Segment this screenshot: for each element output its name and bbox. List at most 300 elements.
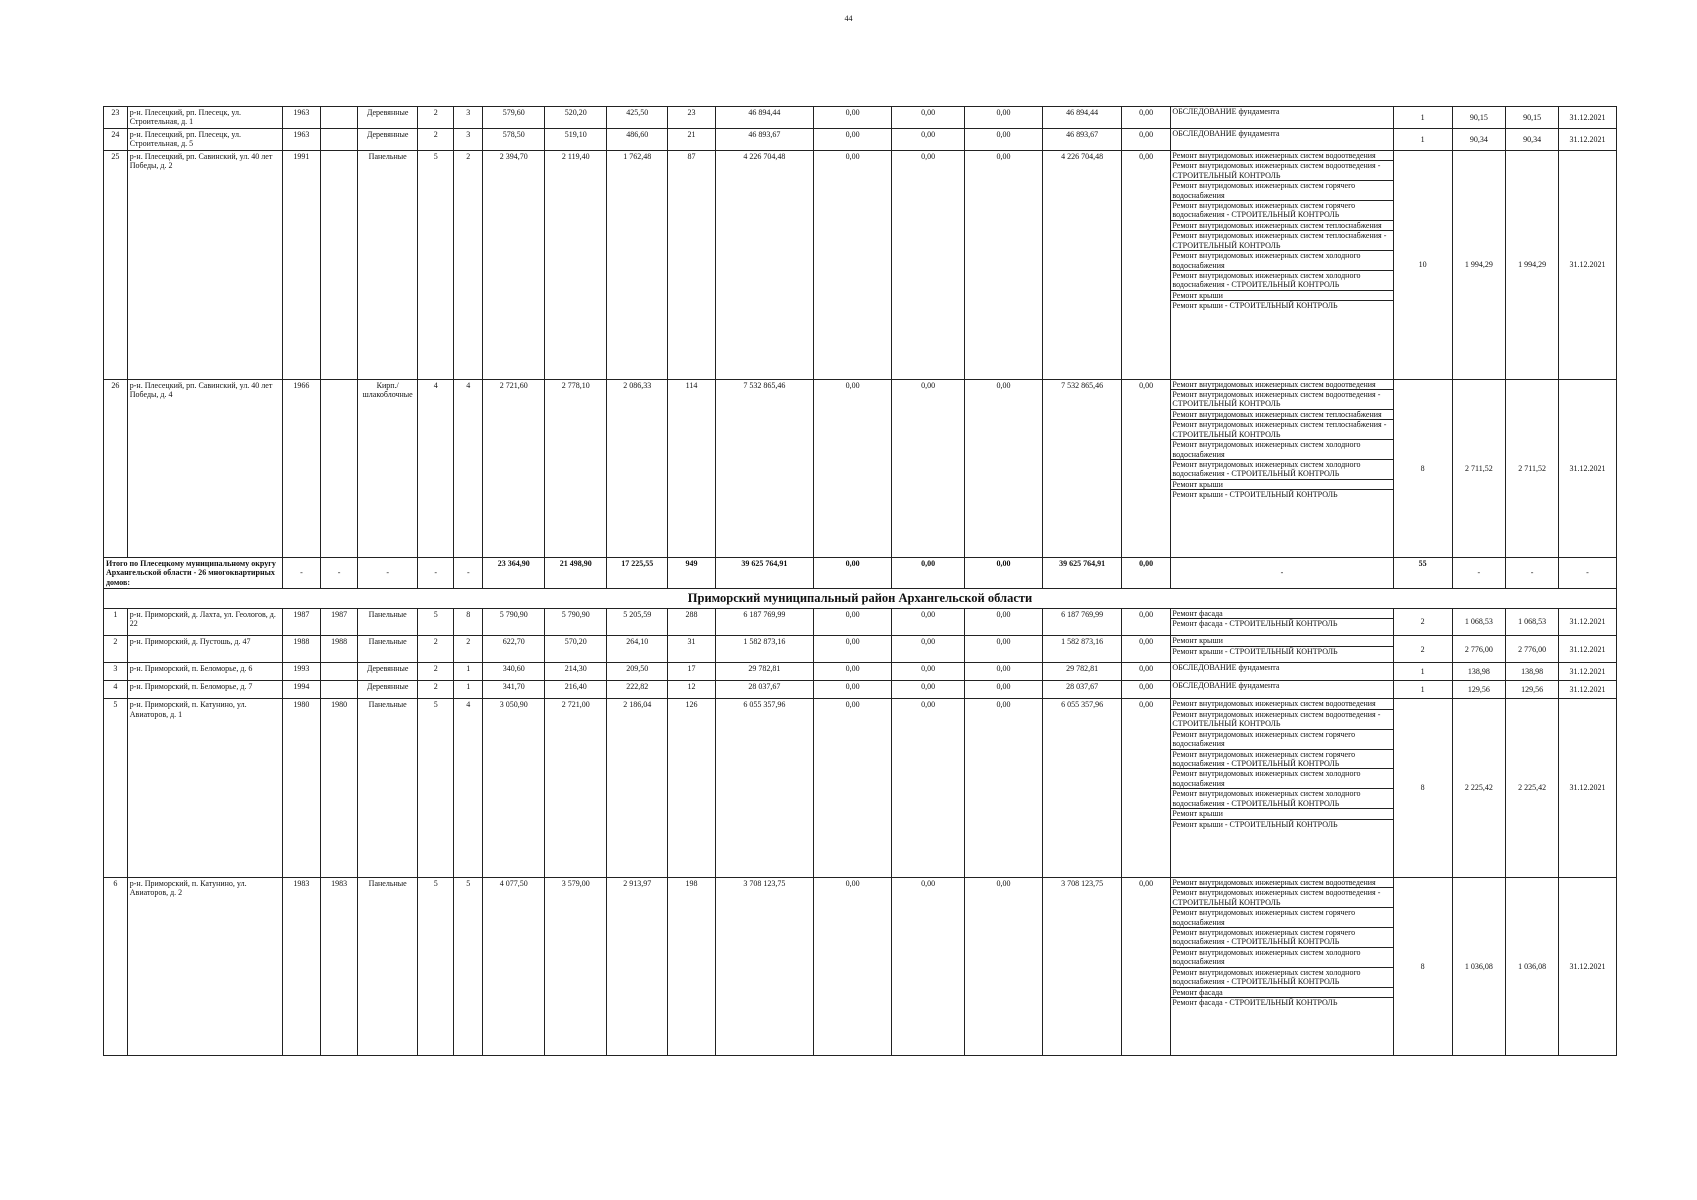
- cell-fund-4: 4 226 704,48: [1043, 150, 1122, 379]
- cell-entrances: 3: [454, 128, 483, 150]
- cell-fund-2: 0,00: [892, 107, 964, 129]
- work-item: Ремонт внутридомовых инженерных систем холодного водоснабжения - СТРОИТЕЛЬНЫЙ КОНТРОЛЬ: [1171, 460, 1392, 480]
- cell-fund-4: 6 055 357,96: [1043, 699, 1122, 877]
- total-label: Итого по Плесецкому муниципальному округу Архангельской области - 26 многоквартирных домов:: [104, 557, 283, 588]
- cell-fund-3: 0,00: [964, 107, 1043, 129]
- cell-works-count: 1: [1393, 128, 1452, 150]
- total-deadline: -: [1558, 557, 1616, 588]
- total-wall-material: -: [358, 557, 418, 588]
- work-item: Ремонт внутридомовых инженерных систем холодного водоснабжения - СТРОИТЕЛЬНЫЙ КОНТРОЛЬ: [1171, 271, 1392, 291]
- work-item: ОБСЛЕДОВАНИЕ фундамента: [1172, 128, 1280, 138]
- cell-works-count: 2: [1393, 636, 1452, 663]
- cell-fund-1: 0,00: [813, 609, 892, 636]
- cell-area-3: 2 913,97: [607, 877, 668, 1055]
- cell-unit-cost-1: 129,56: [1452, 681, 1506, 699]
- cell-floors: 2: [418, 107, 454, 129]
- cell-fund-5: 0,00: [1121, 609, 1171, 636]
- cell-deadline: 31.12.2021: [1558, 379, 1616, 557]
- cell-deadline: 31.12.2021: [1558, 609, 1616, 636]
- cell-address: р-н. Приморский, п. Катунино, ул. Авиаторов, д. 1: [127, 699, 282, 877]
- cell-fund-5: 0,00: [1121, 636, 1171, 663]
- cell-unit-cost-2: 2 225,42: [1506, 699, 1559, 877]
- cell-fund-1: 0,00: [813, 663, 892, 681]
- cell-wall-material: Деревянные: [358, 128, 418, 150]
- cell-wall-material: Панельные: [358, 699, 418, 877]
- work-item: Ремонт внутридомовых инженерных систем холодного водоснабжения: [1171, 769, 1392, 789]
- total-floors: -: [418, 557, 454, 588]
- cell-residents: 17: [668, 663, 716, 681]
- cell-fund-3: 0,00: [964, 609, 1043, 636]
- cell-area-3: 5 205,59: [607, 609, 668, 636]
- cell-unit-cost-1: 1 068,53: [1452, 609, 1506, 636]
- cell-area-3: 2 186,04: [607, 699, 668, 877]
- cell-year-built: 1994: [282, 681, 320, 699]
- total-fund-4: 39 625 764,91: [1043, 557, 1122, 588]
- cell-fund-4: 7 532 865,46: [1043, 379, 1122, 557]
- work-item: Ремонт внутридомовых инженерных систем теплоснабжения - СТРОИТЕЛЬНЫЙ КОНТРОЛЬ: [1171, 231, 1392, 251]
- cell-fund-1: 0,00: [813, 681, 892, 699]
- work-item: Ремонт крыши - СТРОИТЕЛЬНЫЙ КОНТРОЛЬ: [1172, 646, 1338, 656]
- cell-entrances: 4: [454, 699, 483, 877]
- cell-wall-material: Деревянные: [358, 663, 418, 681]
- cell-year-built: 1966: [282, 379, 320, 557]
- cell-area-1: 578,50: [483, 128, 545, 150]
- cell-fund-1: 0,00: [813, 699, 892, 877]
- cell-fund-1: 0,00: [813, 877, 892, 1055]
- cell-entrances: 1: [454, 663, 483, 681]
- cell-area-2: 2 778,10: [545, 379, 607, 557]
- cell-address: р-н. Плесецкий, рп. Савинский, ул. 40 лет Победы, д. 4: [127, 379, 282, 557]
- cell-entrances: 4: [454, 379, 483, 557]
- cell-deadline: 31.12.2021: [1558, 107, 1616, 129]
- cell-unit-cost-2: 138,98: [1506, 663, 1559, 681]
- cell-year-commissioned: [321, 681, 358, 699]
- cell-cost: 3 708 123,75: [715, 877, 813, 1055]
- cell-area-2: 2 721,00: [545, 699, 607, 877]
- cell-floors: 2: [418, 663, 454, 681]
- cell-works: [1171, 699, 1393, 877]
- cell-address: р-н. Приморский, п. Беломорье, д. 7: [127, 681, 282, 699]
- cell-deadline: 31.12.2021: [1558, 636, 1616, 663]
- cell-fund-2: 0,00: [892, 663, 964, 681]
- cell-entrances: 2: [454, 150, 483, 379]
- work-item: Ремонт внутридомовых инженерных систем водоотведения: [1171, 699, 1392, 709]
- cell-year-built: 1991: [282, 150, 320, 379]
- cell-fund-2: 0,00: [892, 609, 964, 636]
- cell-fund-5: 0,00: [1121, 150, 1171, 379]
- cell-row-number: 2: [104, 636, 128, 663]
- region-title: Приморский муниципальный район Архангельской области: [104, 589, 1617, 609]
- work-item: Ремонт фасада - СТРОИТЕЛЬНЫЙ КОНТРОЛЬ: [1172, 619, 1338, 629]
- work-item: Ремонт внутридомовых инженерных систем горячего водоснабжения - СТРОИТЕЛЬНЫЙ КОНТРОЛЬ: [1171, 750, 1392, 770]
- cell-floors: 5: [418, 609, 454, 636]
- cell-residents: 288: [668, 609, 716, 636]
- cell-floors: 2: [418, 128, 454, 150]
- cell-unit-cost-1: 2 225,42: [1452, 699, 1506, 877]
- cell-works-count: 1: [1393, 663, 1452, 681]
- work-item: Ремонт крыши - СТРОИТЕЛЬНЫЙ КОНТРОЛЬ: [1172, 301, 1338, 311]
- cell-fund-5: 0,00: [1121, 379, 1171, 557]
- cell-year-commissioned: [321, 150, 358, 379]
- work-item: Ремонт внутридомовых инженерных систем теплоснабжения: [1171, 410, 1392, 420]
- work-item: Ремонт внутридомовых инженерных систем водоотведения - СТРОИТЕЛЬНЫЙ КОНТРОЛЬ: [1171, 710, 1392, 730]
- cell-year-built: 1980: [282, 699, 320, 877]
- cell-fund-1: 0,00: [813, 379, 892, 557]
- cell-works: [1171, 663, 1393, 681]
- work-item: Ремонт крыши: [1171, 291, 1392, 301]
- cell-row-number: 26: [104, 379, 128, 557]
- cell-works-count: 2: [1393, 609, 1452, 636]
- cell-entrances: 5: [454, 877, 483, 1055]
- work-item: Ремонт внутридомовых инженерных систем горячего водоснабжения: [1171, 181, 1392, 201]
- cell-wall-material: Панельные: [358, 150, 418, 379]
- cell-fund-5: 0,00: [1121, 681, 1171, 699]
- cell-area-3: 209,50: [607, 663, 668, 681]
- cell-area-1: 2 721,60: [483, 379, 545, 557]
- cell-area-2: 570,20: [545, 636, 607, 663]
- cell-fund-1: 0,00: [813, 636, 892, 663]
- work-item: Ремонт внутридомовых инженерных систем водоотведения: [1171, 380, 1392, 390]
- cell-fund-2: 0,00: [892, 128, 964, 150]
- cell-fund-5: 0,00: [1121, 699, 1171, 877]
- cell-works-count: 1: [1393, 107, 1452, 129]
- cell-cost: 1 582 873,16: [715, 636, 813, 663]
- cell-area-1: 3 050,90: [483, 699, 545, 877]
- cell-year-commissioned: [321, 107, 358, 129]
- total-year-commissioned: -: [321, 557, 358, 588]
- work-item: Ремонт внутридомовых инженерных систем теплоснабжения: [1171, 221, 1392, 231]
- cell-address: р-н. Плесецкий, рп. Плесецк, ул. Строительная, д. 1: [127, 107, 282, 129]
- cell-year-commissioned: 1980: [321, 699, 358, 877]
- work-item: Ремонт внутридомовых инженерных систем холодного водоснабжения: [1171, 440, 1392, 460]
- cell-fund-5: 0,00: [1121, 877, 1171, 1055]
- cell-area-1: 2 394,70: [483, 150, 545, 379]
- cell-cost: 46 893,67: [715, 128, 813, 150]
- work-item: Ремонт внутридомовых инженерных систем холодного водоснабжения: [1171, 948, 1392, 968]
- table-row: [104, 877, 1617, 1055]
- cell-fund-3: 0,00: [964, 379, 1043, 557]
- cell-cost: 46 894,44: [715, 107, 813, 129]
- cell-wall-material: Кирп./шлакоблочные: [358, 379, 418, 557]
- table-row: [104, 379, 1617, 557]
- cell-row-number: 5: [104, 699, 128, 877]
- cell-area-1: 4 077,50: [483, 877, 545, 1055]
- cell-residents: 198: [668, 877, 716, 1055]
- cell-unit-cost-2: 90,15: [1506, 107, 1559, 129]
- cell-area-2: 519,10: [545, 128, 607, 150]
- cell-works: [1171, 107, 1393, 129]
- cell-area-1: 341,70: [483, 681, 545, 699]
- cell-row-number: 24: [104, 128, 128, 150]
- cell-area-2: 216,40: [545, 681, 607, 699]
- total-unit-cost-2: -: [1506, 557, 1559, 588]
- cell-residents: 31: [668, 636, 716, 663]
- cell-area-3: 2 086,33: [607, 379, 668, 557]
- cell-fund-3: 0,00: [964, 681, 1043, 699]
- cell-cost: 7 532 865,46: [715, 379, 813, 557]
- cell-address: р-н. Плесецкий, рп. Плесецк, ул. Строительная, д. 5: [127, 128, 282, 150]
- cell-floors: 4: [418, 379, 454, 557]
- cell-area-2: 3 579,00: [545, 877, 607, 1055]
- table-row: [104, 681, 1617, 699]
- cell-entrances: 8: [454, 609, 483, 636]
- total-fund-5: 0,00: [1121, 557, 1171, 588]
- plesetsk-rows: [104, 107, 1617, 558]
- table-row: [104, 636, 1617, 663]
- total-area-1: 23 364,90: [483, 557, 545, 588]
- total-residents: 949: [668, 557, 716, 588]
- cell-cost: 29 782,81: [715, 663, 813, 681]
- cell-row-number: 3: [104, 663, 128, 681]
- cell-area-2: 214,30: [545, 663, 607, 681]
- cell-fund-4: 1 582 873,16: [1043, 636, 1122, 663]
- cell-year-commissioned: [321, 379, 358, 557]
- cell-fund-3: 0,00: [964, 877, 1043, 1055]
- cell-wall-material: Панельные: [358, 636, 418, 663]
- work-item: Ремонт внутридомовых инженерных систем горячего водоснабжения - СТРОИТЕЛЬНЫЙ КОНТРОЛЬ: [1171, 201, 1392, 221]
- cell-residents: 12: [668, 681, 716, 699]
- cell-address: р-н. Плесецкий, рп. Савинский, ул. 40 лет Победы, д. 2: [127, 150, 282, 379]
- cell-unit-cost-1: 138,98: [1452, 663, 1506, 681]
- cell-address: р-н. Приморский, п. Беломорье, д. 6: [127, 663, 282, 681]
- cell-works-count: 8: [1393, 877, 1452, 1055]
- cell-entrances: 2: [454, 636, 483, 663]
- cell-residents: 126: [668, 699, 716, 877]
- cell-year-built: 1963: [282, 128, 320, 150]
- cell-year-commissioned: 1983: [321, 877, 358, 1055]
- cell-area-1: 5 790,90: [483, 609, 545, 636]
- cell-area-1: 579,60: [483, 107, 545, 129]
- cell-area-1: 340,60: [483, 663, 545, 681]
- cell-works-count: 1: [1393, 681, 1452, 699]
- cell-address: р-н. Приморский, п. Катунино, ул. Авиаторов, д. 2: [127, 877, 282, 1055]
- cell-year-built: 1983: [282, 877, 320, 1055]
- table-row: [104, 699, 1617, 877]
- work-item: ОБСЛЕДОВАНИЕ фундамента: [1172, 663, 1280, 673]
- cell-fund-3: 0,00: [964, 150, 1043, 379]
- cell-fund-4: 3 708 123,75: [1043, 877, 1122, 1055]
- table-row: [104, 663, 1617, 681]
- cell-works: [1171, 150, 1393, 379]
- cell-unit-cost-1: 1 036,08: [1452, 877, 1506, 1055]
- cell-deadline: 31.12.2021: [1558, 877, 1616, 1055]
- cell-year-commissioned: 1988: [321, 636, 358, 663]
- cell-residents: 23: [668, 107, 716, 129]
- cell-floors: 2: [418, 636, 454, 663]
- cell-works-count: 8: [1393, 379, 1452, 557]
- cell-area-3: 1 762,48: [607, 150, 668, 379]
- cell-deadline: 31.12.2021: [1558, 681, 1616, 699]
- cell-floors: 5: [418, 877, 454, 1055]
- cell-unit-cost-2: 2 776,00: [1506, 636, 1559, 663]
- total-fund-3: 0,00: [964, 557, 1043, 588]
- cell-unit-cost-2: 1 994,29: [1506, 150, 1559, 379]
- cell-floors: 5: [418, 699, 454, 877]
- cell-year-built: 1993: [282, 663, 320, 681]
- region-header-row: [104, 589, 1617, 609]
- cell-area-2: 2 119,40: [545, 150, 607, 379]
- cell-unit-cost-2: 1 068,53: [1506, 609, 1559, 636]
- total-area-2: 21 498,90: [545, 557, 607, 588]
- total-unit-cost-1: -: [1452, 557, 1506, 588]
- work-item: Ремонт внутридомовых инженерных систем водоотведения: [1171, 878, 1392, 888]
- work-item: ОБСЛЕДОВАНИЕ фундамента: [1172, 681, 1280, 691]
- cell-fund-3: 0,00: [964, 636, 1043, 663]
- cell-year-built: 1963: [282, 107, 320, 129]
- cell-cost: 6 055 357,96: [715, 699, 813, 877]
- cell-area-1: 622,70: [483, 636, 545, 663]
- work-item: Ремонт внутридомовых инженерных систем горячего водоснабжения: [1171, 908, 1392, 928]
- cell-residents: 21: [668, 128, 716, 150]
- cell-fund-4: 29 782,81: [1043, 663, 1122, 681]
- cell-year-built: 1988: [282, 636, 320, 663]
- cell-row-number: 4: [104, 681, 128, 699]
- cell-fund-2: 0,00: [892, 636, 964, 663]
- cell-area-3: 222,82: [607, 681, 668, 699]
- cell-residents: 114: [668, 379, 716, 557]
- work-item: Ремонт внутридомовых инженерных систем холодного водоснабжения: [1171, 251, 1392, 271]
- cell-deadline: 31.12.2021: [1558, 150, 1616, 379]
- total-works: -: [1171, 557, 1393, 588]
- work-item: ОБСЛЕДОВАНИЕ фундамента: [1172, 107, 1280, 116]
- cell-cost: 6 187 769,99: [715, 609, 813, 636]
- cell-entrances: 3: [454, 107, 483, 129]
- work-item: Ремонт внутридомовых инженерных систем горячего водоснабжения - СТРОИТЕЛЬНЫЙ КОНТРОЛЬ: [1171, 928, 1392, 948]
- cell-year-commissioned: [321, 663, 358, 681]
- cell-works: [1171, 636, 1393, 663]
- work-item: Ремонт внутридомовых инженерных систем водоотведения - СТРОИТЕЛЬНЫЙ КОНТРОЛЬ: [1171, 161, 1392, 181]
- cell-fund-2: 0,00: [892, 681, 964, 699]
- work-item: Ремонт внутридомовых инженерных систем холодного водоснабжения - СТРОИТЕЛЬНЫЙ КОНТРОЛЬ: [1171, 968, 1392, 988]
- cell-unit-cost-2: 129,56: [1506, 681, 1559, 699]
- cell-year-commissioned: 1987: [321, 609, 358, 636]
- cell-deadline: 31.12.2021: [1558, 663, 1616, 681]
- cell-fund-1: 0,00: [813, 107, 892, 129]
- cell-address: р-н. Приморский, д. Лахта, ул. Геологов, д. 22: [127, 609, 282, 636]
- cell-entrances: 1: [454, 681, 483, 699]
- cell-floors: 2: [418, 681, 454, 699]
- cell-works: [1171, 681, 1393, 699]
- cell-fund-2: 0,00: [892, 699, 964, 877]
- cell-fund-4: 46 894,44: [1043, 107, 1122, 129]
- total-year-built: -: [282, 557, 320, 588]
- work-item: Ремонт крыши - СТРОИТЕЛЬНЫЙ КОНТРОЛЬ: [1172, 490, 1338, 500]
- cell-fund-5: 0,00: [1121, 107, 1171, 129]
- cell-wall-material: Деревянные: [358, 681, 418, 699]
- cell-wall-material: Панельные: [358, 609, 418, 636]
- cell-fund-2: 0,00: [892, 877, 964, 1055]
- cell-fund-2: 0,00: [892, 150, 964, 379]
- cell-fund-3: 0,00: [964, 663, 1043, 681]
- work-item: Ремонт фасада: [1171, 988, 1392, 998]
- cell-area-3: 264,10: [607, 636, 668, 663]
- total-works-count: 55: [1393, 557, 1452, 588]
- work-item: Ремонт внутридомовых инженерных систем водоотведения - СТРОИТЕЛЬНЫЙ КОНТРОЛЬ: [1171, 390, 1392, 410]
- table-row: [104, 128, 1617, 150]
- cell-fund-3: 0,00: [964, 699, 1043, 877]
- total-cost: 39 625 764,91: [715, 557, 813, 588]
- cell-floors: 5: [418, 150, 454, 379]
- cell-fund-1: 0,00: [813, 150, 892, 379]
- cell-area-3: 486,60: [607, 128, 668, 150]
- cell-fund-4: 28 037,67: [1043, 681, 1122, 699]
- work-item: Ремонт крыши: [1171, 636, 1392, 646]
- plesetsk-total: [104, 557, 1617, 608]
- cell-area-3: 425,50: [607, 107, 668, 129]
- cell-row-number: 6: [104, 877, 128, 1055]
- cell-unit-cost-1: 2 776,00: [1452, 636, 1506, 663]
- work-item: Ремонт фасада - СТРОИТЕЛЬНЫЙ КОНТРОЛЬ: [1172, 998, 1338, 1008]
- work-item: Ремонт внутридомовых инженерных систем холодного водоснабжения - СТРОИТЕЛЬНЫЙ КОНТРОЛЬ: [1171, 789, 1392, 809]
- cell-unit-cost-2: 2 711,52: [1506, 379, 1559, 557]
- total-area-3: 17 225,55: [607, 557, 668, 588]
- cell-area-2: 5 790,90: [545, 609, 607, 636]
- cell-wall-material: Деревянные: [358, 107, 418, 129]
- cell-unit-cost-2: 1 036,08: [1506, 877, 1559, 1055]
- work-item: Ремонт внутридомовых инженерных систем водоотведения: [1171, 151, 1392, 161]
- cell-fund-1: 0,00: [813, 128, 892, 150]
- total-entrances: -: [454, 557, 483, 588]
- cell-fund-4: 6 187 769,99: [1043, 609, 1122, 636]
- cell-unit-cost-1: 90,15: [1452, 107, 1506, 129]
- cell-fund-5: 0,00: [1121, 663, 1171, 681]
- cell-works: [1171, 609, 1393, 636]
- cell-fund-5: 0,00: [1121, 128, 1171, 150]
- capital-repair-table: [103, 106, 1617, 1056]
- cell-unit-cost-1: 1 994,29: [1452, 150, 1506, 379]
- cell-fund-3: 0,00: [964, 128, 1043, 150]
- cell-row-number: 25: [104, 150, 128, 379]
- cell-cost: 28 037,67: [715, 681, 813, 699]
- cell-area-2: 520,20: [545, 107, 607, 129]
- page-number: 44: [844, 14, 853, 23]
- work-item: Ремонт крыши: [1171, 809, 1392, 819]
- work-item: Ремонт внутридомовых инженерных систем водоотведения - СТРОИТЕЛЬНЫЙ КОНТРОЛЬ: [1171, 888, 1392, 908]
- cell-deadline: 31.12.2021: [1558, 699, 1616, 877]
- cell-row-number: 23: [104, 107, 128, 129]
- work-item: Ремонт крыши: [1171, 480, 1392, 490]
- cell-fund-2: 0,00: [892, 379, 964, 557]
- primorsky-rows: [104, 609, 1617, 1056]
- cell-works: [1171, 379, 1393, 557]
- cell-unit-cost-1: 90,34: [1452, 128, 1506, 150]
- cell-residents: 87: [668, 150, 716, 379]
- cell-wall-material: Панельные: [358, 877, 418, 1055]
- cell-year-built: 1987: [282, 609, 320, 636]
- cell-works: [1171, 877, 1393, 1055]
- cell-unit-cost-2: 90,34: [1506, 128, 1559, 150]
- cell-fund-4: 46 893,67: [1043, 128, 1122, 150]
- cell-unit-cost-1: 2 711,52: [1452, 379, 1506, 557]
- cell-works: [1171, 128, 1393, 150]
- work-item: Ремонт фасада: [1171, 609, 1392, 619]
- table-row: [104, 609, 1617, 636]
- total-fund-2: 0,00: [892, 557, 964, 588]
- cell-deadline: 31.12.2021: [1558, 128, 1616, 150]
- total-row: [104, 557, 1617, 588]
- cell-cost: 4 226 704,48: [715, 150, 813, 379]
- cell-row-number: 1: [104, 609, 128, 636]
- cell-year-commissioned: [321, 128, 358, 150]
- cell-works-count: 10: [1393, 150, 1452, 379]
- work-item: Ремонт крыши - СТРОИТЕЛЬНЫЙ КОНТРОЛЬ: [1172, 819, 1338, 829]
- total-fund-1: 0,00: [813, 557, 892, 588]
- cell-address: р-н. Приморский, д. Пустошь, д. 47: [127, 636, 282, 663]
- work-item: Ремонт внутридомовых инженерных систем горячего водоснабжения: [1171, 730, 1392, 750]
- cell-works-count: 8: [1393, 699, 1452, 877]
- table-row: [104, 107, 1617, 129]
- table-row: [104, 150, 1617, 379]
